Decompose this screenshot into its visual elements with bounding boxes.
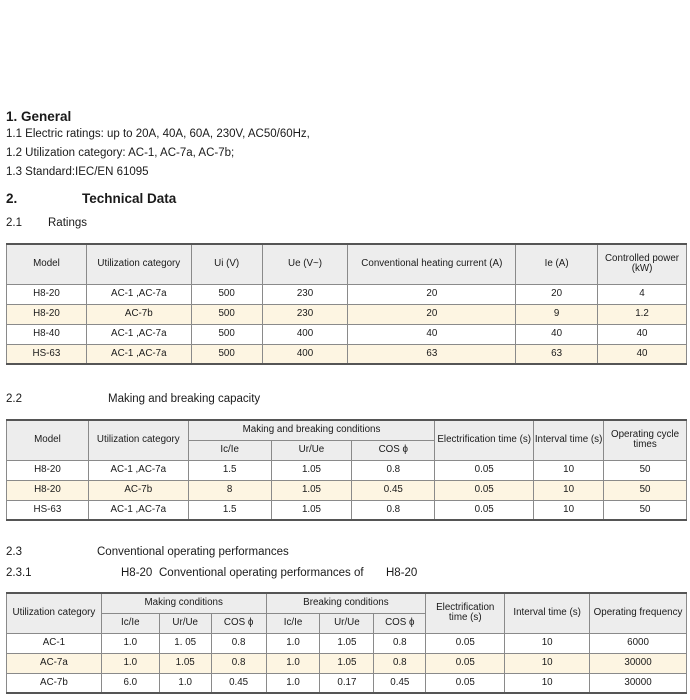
cell: 50 (604, 460, 687, 480)
cell: 500 (191, 344, 262, 364)
cell: H8-20 (7, 284, 87, 304)
table-row (7, 673, 687, 693)
cell: 20 (348, 284, 516, 304)
cell: 0.05 (435, 480, 534, 500)
ratings-header-model: Model (7, 244, 87, 284)
making-header-ic: Ic/Ie (188, 440, 271, 460)
cell: 20 (516, 284, 598, 304)
table-row (7, 284, 687, 304)
cell: 0.45 (374, 673, 426, 693)
general-line-2: 1.2 Utilization category: AC-1, AC-7a, AC-7b; (6, 147, 235, 159)
cell: 63 (348, 344, 516, 364)
cell: 0.05 (435, 460, 534, 480)
cell: 1.5 (188, 500, 271, 520)
cell: AC-1 ,AC-7a (86, 284, 191, 304)
cell: 1.05 (271, 500, 352, 520)
conventional-header-making-cos: COS ϕ (211, 613, 266, 633)
cell: 10 (534, 480, 604, 500)
making-header-category: Utilization category (88, 420, 188, 460)
cell: 40 (348, 324, 516, 344)
table-row (7, 480, 687, 500)
cell: AC-7b (86, 304, 191, 324)
cell: AC-7a (7, 653, 102, 673)
conventional-header-electrification: Electrification time (s) (426, 593, 505, 633)
table-row (7, 460, 687, 480)
cell: 6.0 (101, 673, 159, 693)
cell: 1.2 (598, 304, 687, 324)
conventional-header-interval: Interval time (s) (505, 593, 590, 633)
cell: 1.0 (266, 673, 320, 693)
cell: H8-20 (7, 480, 89, 500)
cell: 1.05 (271, 460, 352, 480)
making-header-model: Model (7, 420, 89, 460)
cell: H8-20 (7, 304, 87, 324)
conventional-header-breaking-ur: Ur/Ue (320, 613, 374, 633)
cell: AC-7b (88, 480, 188, 500)
table-row (7, 304, 687, 324)
table-row (7, 344, 687, 364)
cell: 30000 (590, 673, 687, 693)
conventional-table (6, 592, 687, 694)
cell: 10 (534, 460, 604, 480)
technical-title: Technical Data (82, 191, 177, 206)
ratings-header-ui: Ui (V) (191, 244, 262, 284)
cell: 20 (348, 304, 516, 324)
cell: 1.0 (159, 673, 211, 693)
cell: 9 (516, 304, 598, 324)
cell: 500 (191, 304, 262, 324)
conventional-header-making: Making conditions (101, 593, 266, 613)
making-header-conditions: Making and breaking conditions (188, 420, 435, 440)
ratings-table (6, 243, 687, 365)
cell: 40 (516, 324, 598, 344)
cell: 63 (516, 344, 598, 364)
ratings-header-ue: Ue (V~) (262, 244, 348, 284)
making-title: Making and breaking capacity (108, 393, 261, 405)
cell: AC-7b (7, 673, 102, 693)
conventional-header-breaking: Breaking conditions (266, 593, 426, 613)
cell: 1.0 (101, 653, 159, 673)
cell: 30000 (590, 653, 687, 673)
cell: 4 (598, 284, 687, 304)
technical-num: 2. (6, 191, 18, 206)
cell: 0.17 (320, 673, 374, 693)
conventional-num: 2.3 (6, 546, 22, 558)
cell: 230 (262, 304, 348, 324)
ratings-header-heating-current: Conventional heating current (A) (348, 244, 516, 284)
cell: 50 (604, 500, 687, 520)
cell: 1.05 (320, 633, 374, 653)
cell: 1.0 (266, 653, 320, 673)
conventional-header-breaking-cos: COS ϕ (374, 613, 426, 633)
table-row (7, 324, 687, 344)
cell: 0.8 (352, 460, 435, 480)
ratings-header-ie: Ie (A) (516, 244, 598, 284)
cell: AC-1 ,AC-7a (88, 500, 188, 520)
making-header-cycles: Operating cycle times (604, 420, 687, 460)
cell: AC-1 ,AC-7a (86, 324, 191, 344)
conventional-header-breaking-ic: Ic/Ie (266, 613, 320, 633)
conventional-header-making-ic: Ic/Ie (101, 613, 159, 633)
conventional-title: Conventional operating performances (97, 546, 289, 558)
cell: H8-20 (7, 460, 89, 480)
cell: 0.8 (352, 500, 435, 520)
cell: HS-63 (7, 500, 89, 520)
cell: 500 (191, 324, 262, 344)
cell: 400 (262, 344, 348, 364)
cell: AC-1 (7, 633, 102, 653)
cell: H8-40 (7, 324, 87, 344)
cell: 10 (505, 633, 590, 653)
making-num: 2.2 (6, 393, 22, 405)
cell: 0.8 (211, 653, 266, 673)
cell: 0.45 (352, 480, 435, 500)
cell: 1.05 (159, 653, 211, 673)
cell: 500 (191, 284, 262, 304)
making-header-ur: Ur/Ue (271, 440, 352, 460)
making-header-electrification: Electrification time (s) (435, 420, 534, 460)
conventional-header-category: Utilization category (7, 593, 102, 633)
cell: AC-1 ,AC-7a (86, 344, 191, 364)
cell: 0.8 (374, 633, 426, 653)
cell: 0.05 (426, 633, 505, 653)
making-header-cos: COS ϕ (352, 440, 435, 460)
general-heading: 1. General (6, 109, 72, 124)
general-line-3: 1.3 Standard:IEC/EN 61095 (6, 166, 149, 178)
cell: 0.8 (211, 633, 266, 653)
conventional-sub-model: H8-20 (121, 567, 153, 579)
cell: 1.05 (271, 480, 352, 500)
cell: 0.05 (435, 500, 534, 520)
cell: 1.0 (266, 633, 320, 653)
cell: HS-63 (7, 344, 87, 364)
table-row (7, 653, 687, 673)
cell: 40 (598, 324, 687, 344)
cell: 1.05 (320, 653, 374, 673)
cell: 50 (604, 480, 687, 500)
cell: 230 (262, 284, 348, 304)
conventional-header-frequency: Operating frequency (590, 593, 687, 633)
cell: 400 (262, 324, 348, 344)
cell: 40 (598, 344, 687, 364)
conventional-header-making-ur: Ur/Ue (159, 613, 211, 633)
ratings-header-category: Utilization category (86, 244, 191, 284)
ratings-num: 2.1 (6, 217, 22, 229)
table-row (7, 500, 687, 520)
making-header-interval: Interval time (s) (534, 420, 604, 460)
cell: AC-1 ,AC-7a (88, 460, 188, 480)
table-row (7, 633, 687, 653)
general-line-1: 1.1 Electric ratings: up to 20A, 40A, 60A, 230V, AC50/60Hz, (6, 128, 310, 140)
conventional-sub-num: 2.3.1 (6, 567, 32, 579)
cell: 1.0 (101, 633, 159, 653)
cell: 0.8 (374, 653, 426, 673)
making-table (6, 419, 687, 521)
cell: 8 (188, 480, 271, 500)
ratings-title: Ratings (48, 217, 87, 229)
cell: 10 (505, 653, 590, 673)
conventional-sub-model-2: H8-20 (386, 567, 418, 579)
cell: 0.05 (426, 673, 505, 693)
cell: 1. 05 (159, 633, 211, 653)
cell: 0.05 (426, 653, 505, 673)
conventional-sub-title: Conventional operating performances of (159, 567, 364, 579)
cell: 1.5 (188, 460, 271, 480)
cell: 10 (534, 500, 604, 520)
cell: 10 (505, 673, 590, 693)
cell: 6000 (590, 633, 687, 653)
cell: 0.45 (211, 673, 266, 693)
ratings-header-power: Controlled power (kW) (598, 244, 687, 284)
